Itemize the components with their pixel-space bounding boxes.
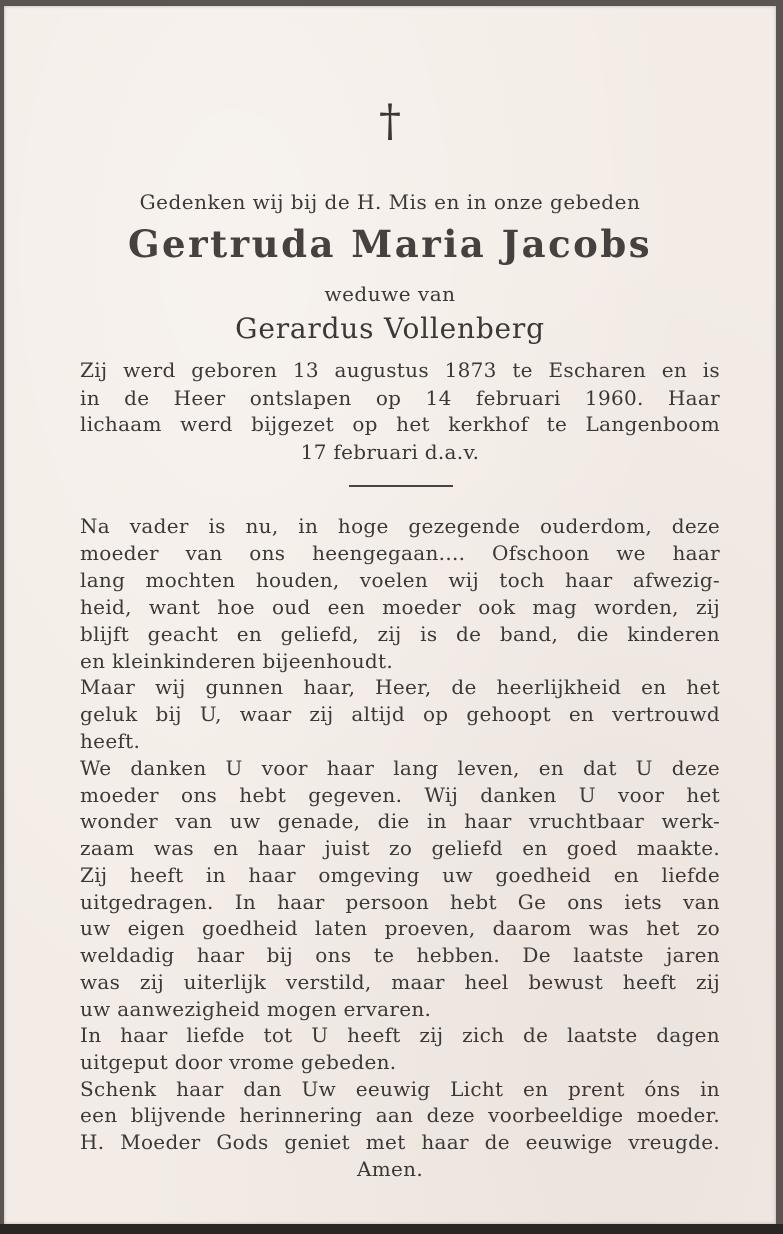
- text-line: wonder van uw genade, die in haar vruchtbaar werk-: [80, 809, 720, 833]
- text-line: moeder van ons heengegaan.... Ofschoon we haar: [80, 541, 720, 565]
- text-line: geluk bij U, waar zij altijd op gehoopt en vertrouwd: [80, 702, 720, 726]
- text-line: heid, want hoe oud een moeder ook mag worden, zij: [80, 595, 720, 619]
- text-line: moeder ons hebt gegeven. Wij danken U voor het: [80, 783, 720, 807]
- intro-line: Gedenken wij bij de H. Mis en in onze gebeden: [139, 190, 641, 214]
- text-line: zaam was en haar juist zo geliefd en goed maakte.: [80, 836, 720, 860]
- divider: [349, 485, 453, 487]
- card-shadow-edge: [0, 1224, 783, 1234]
- deceased-name: Gertruda Maria Jacobs: [127, 222, 653, 266]
- text-line: Na vader is nu, in hoge gezegende ouderdom, deze: [80, 514, 720, 538]
- bio-line: 17 februari d.a.v.: [300, 440, 480, 464]
- memorial-card: [4, 6, 776, 1224]
- text-line: weldadig haar bij ons te hebben. De laatste jaren: [80, 943, 720, 967]
- text-line: heeft.: [80, 729, 141, 753]
- text-line: uitgeput door vrome gebeden.: [80, 1050, 397, 1074]
- text-line: en kleinkinderen bijeenhoudt.: [80, 649, 394, 673]
- bio-line: in de Heer ontslapen op 14 februari 1960. Haar: [80, 386, 720, 410]
- text-line: was zij uiterlijk verstild, maar heel bewust heeft zij: [80, 970, 720, 994]
- bio-line: lichaam werd bijgezet op het kerkhof te Langenboom: [80, 412, 720, 436]
- text-line: H. Moeder Gods geniet met haar de eeuwige vreugde.: [80, 1130, 720, 1154]
- text-line: Zij heeft in haar omgeving uw goedheid en liefde: [80, 863, 720, 887]
- text-line: uw eigen goedheid laten proeven, daarom was het zo: [80, 916, 720, 940]
- bio-line: Zij werd geboren 13 augustus 1873 te Escharen en is: [80, 358, 720, 382]
- text-line: In haar liefde tot U heeft zij zich de laatste dagen: [80, 1023, 720, 1047]
- amen-line: Amen.: [357, 1157, 423, 1181]
- text-line: Schenk haar dan Uw eeuwig Licht en prent óns in: [80, 1077, 720, 1101]
- widow-of-label: weduwe van: [324, 282, 456, 306]
- cross-icon: †: [379, 96, 401, 147]
- text-line: blijft geacht en geliefd, zij is de band, die kinderen: [80, 622, 720, 646]
- husband-name: Gerardus Vollenberg: [235, 312, 545, 345]
- text-line: We danken U voor haar lang leven, en dat U deze: [80, 756, 720, 780]
- text-line: Maar wij gunnen haar, Heer, de heerlijkheid en het: [80, 675, 720, 699]
- text-line: uw aanwezigheid mogen ervaren.: [80, 997, 432, 1021]
- text-line: een blijvende herinnering aan deze voorbeeldige moeder.: [80, 1103, 720, 1127]
- text-line: lang mochten houden, voelen wij toch haar afwezig-: [80, 568, 720, 592]
- text-line: uitgedragen. In haar persoon hebt Ge ons iets van: [80, 890, 720, 914]
